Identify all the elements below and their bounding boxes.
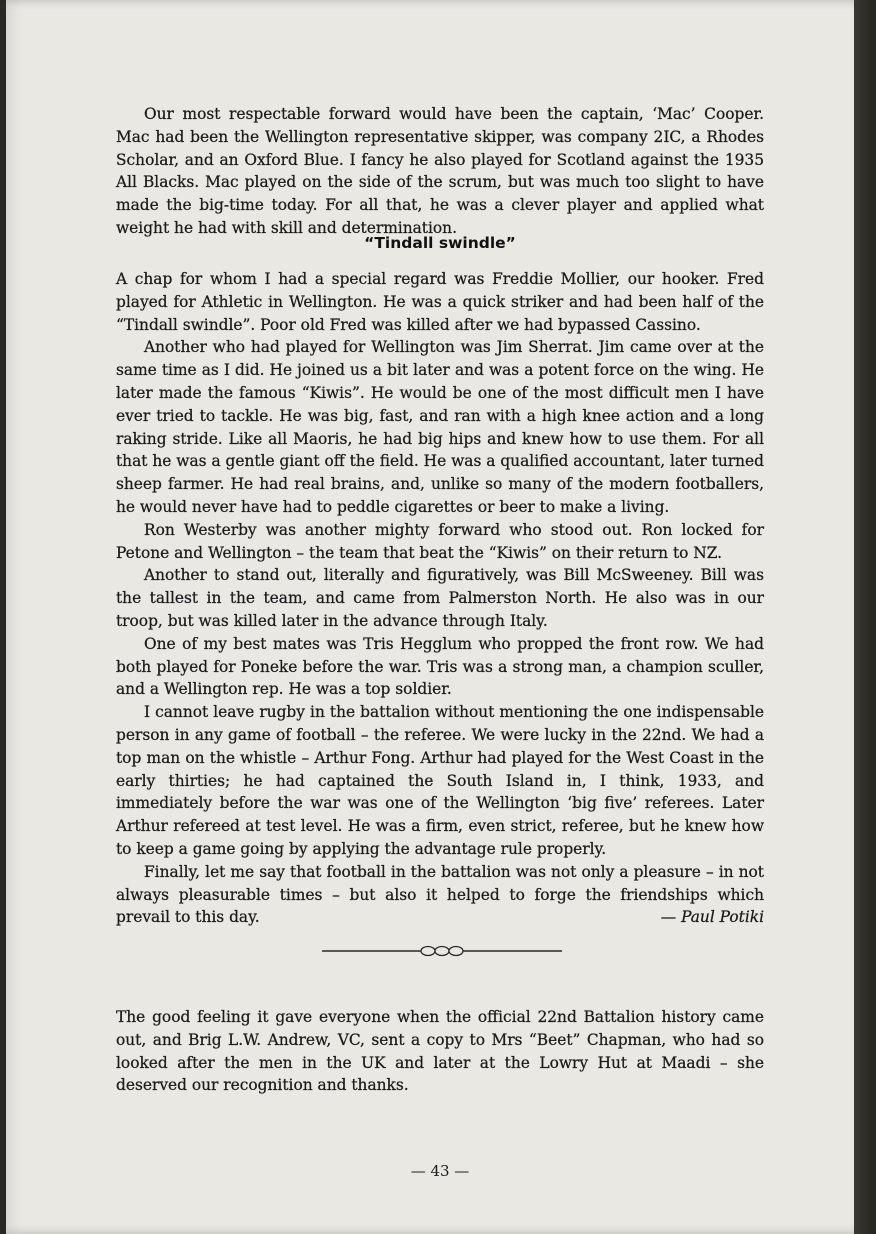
paragraph-referee: I cannot leave rugby in the battalion without mentioning the one indispensable person in any game of football – the referee. We were lucky in the 22nd. We had a top man on the whistle – Arthur Fong. Arthur had played for the West Coast in the early thirties; he had captained the South Island in, I think, 1933, and immediately before the war was one of the Wellington ‘big five’ referees. Later Arthur refereed at test level. He was a firm, even strict, referee, but he knew how to keep a game going by applying the advantage rule properly.	[116, 703, 764, 858]
paragraph-mcsweeney: Another to stand out, literally and figuratively, was Bill McSweeney. Bill was the tallest in the team, and came from Palmerston North. He also was in our troop, but was killed later in the advance through Italy.	[116, 566, 764, 630]
book-spine-shadow	[854, 0, 876, 1234]
paragraph-westerby: Ron Westerby was another mighty forward who stood out. Ron locked for Petone and Wellington – the team that beat the “Kiwis” on their return to NZ.	[116, 520, 764, 562]
article-body	[116, 268, 764, 929]
paragraph-mollier: A chap for whom I had a special regard was Freddie Mollier, our hooker. Fred played for Athletic in Wellington. He was a quick striker and had been half of the “Tindall swindle”. Poor old Fred was killed after we had bypassed Cassino.	[116, 270, 764, 334]
book-page	[6, 0, 866, 1234]
closing-paragraph	[116, 861, 764, 929]
paragraph-hegglum: One of my best mates was Tris Hegglum who propped the front row. We had both played for Poneke before the war. Tris was a strong man, a champion sculler, and a Wellington rep. He was a top soldier.	[116, 634, 764, 699]
note-paragraph: The good feeling it gave everyone when the official 22nd Battalion history came out, and Brig L.W. Andrew, VC, sent a copy to Mrs “Beet” Chapman, who had so looked after the men in the UK and later at the Lowry Hut at Maadi – she deserved our recognition and thanks.	[116, 1008, 764, 1095]
author-signature: — Paul Potiki	[660, 908, 764, 927]
note-block	[116, 1006, 764, 1097]
closing-text: Finally, let me say that football in the battalion was not only a pleasure – in not always pleasurable times – but also it helped to forge the friendships which prevail to this day.	[116, 862, 764, 927]
page-number: — 43 —	[410, 1162, 470, 1180]
section-heading: “Tindall swindle”	[364, 234, 516, 252]
intro-paragraph: Our most respectable forward would have been the captain, ‘Mac’ Cooper. Mac had been the Wellington representative skipper, was company 2IC, a Rhodes Scholar, and an Oxford Blue. I fancy he also played for Scotland against the 1935 All Blacks. Mac played on the side of the scrum, but was much too slight to have made the big-time today. For all that, he was a clever player and applied what weight he had with skill and determination.	[116, 105, 764, 237]
intro-block	[116, 103, 764, 240]
divider-ornament	[322, 939, 562, 963]
paragraph-sherrat: Another who had played for Wellington was Jim Sherrat. Jim came over at the same time as I did. He joined us a bit later and was a potent force on the wing. He later made the famous “Kiwis”. He would be one of the most difficult men I have ever tried to tackle. He was big, fast, and ran with a high knee action and a long raking stride. Like all Maoris, he had big hips and knew how to use them. For all that he was a gentle giant off the field. He was a qualified accountant, later turned sheep farmer. He had real brains, and, unlike so many of the modern footballers, he would never have had to peddle cigarettes or beer to make a living.	[116, 338, 764, 516]
